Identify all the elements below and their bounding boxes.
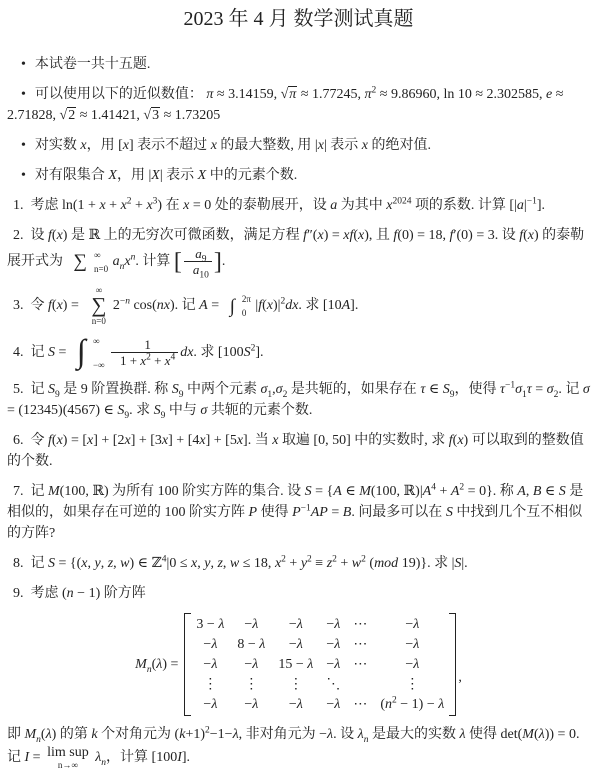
question-6 bbox=[7, 430, 590, 472]
question-2 bbox=[7, 225, 590, 281]
note-text: 本试卷一共十五题. bbox=[34, 57, 151, 72]
question-number: 5. bbox=[13, 382, 24, 397]
question-text: 令 f(x) = ∞ ∑ n=0 $2^{-n}$ cos(nx). 记 A = ∫ 2π 0 $|f(x)|^2dx$. 求 [10A]. bbox=[30, 285, 359, 326]
note-text: 对有限集合 X，用 |X| 表示 X 中的元素个数. bbox=[34, 168, 298, 183]
question-4 bbox=[7, 335, 590, 370]
question-text: 记 $S_9$ 是 9 阶置换群. 称 $S_9$ 中两个元素 $\sigma_1,\sigma_2$ 是共轭的，如果存在 τ ∈ $S_9$，使得 $\tau^{-1}\sigma_1\tau = \sigma_2$. 记 σ = (12345)(4567) ∈ $S_9$. 求 $S_9$ 中与 σ 共轭的元素个数. bbox=[7, 380, 590, 421]
question-9-closing bbox=[7, 724, 590, 770]
question-text: 记 S = ∫ ∞ −∞ $\frac{1}{1 + x^2 + x^4}$ dx. 求 $[100S^2]$. bbox=[30, 334, 264, 370]
question-number: 9. bbox=[13, 586, 24, 601]
question-text: 令 f(x) = [x] + [2x] + [3x] + [4x] + [5x]. 当 x 取遍 [0, 50] 中的实数时, 求 f(x) 可以取到的整数值的个数. bbox=[7, 433, 584, 469]
matrix-lhs: $M_n(\lambda)$ = bbox=[135, 657, 179, 675]
question-text: 设 f(x) 是 ℝ 上的无穷次可微函数，满足方程 f″(x) = xf(x), 且 f(0) = 18, f′(0) = 3. 设 f(x) 的泰勒展开式为 ∑ ∞ n=0 $a_nx^n$. 计算 [ $\frac{a_9}{a_{10}}$ ]. bbox=[7, 228, 585, 281]
bullet-icon: • bbox=[21, 138, 26, 153]
note-item-floor-abs bbox=[7, 135, 590, 156]
bullet-icon: • bbox=[21, 168, 26, 183]
note-item-approximations bbox=[7, 84, 590, 126]
question-7 bbox=[7, 481, 590, 544]
question-3 bbox=[7, 286, 590, 326]
question-5 bbox=[7, 379, 590, 421]
question-number: 6. bbox=[13, 433, 24, 448]
note-item-count bbox=[7, 54, 590, 75]
question-text: 记 S = {(x, y, z, w) ∈ ℤ$^4$|0 ≤ x, y, z, w ≤ 18, $x^2 + y^2 \equiv z^2 + w^2$ (mod 19)}. 求 |S|. bbox=[30, 554, 468, 571]
question-text: 记 M(100, ℝ) 为所有 100 阶实方阵的集合. 设 S = {A ∈ M(100, $ℝ)|A^4 + A^2 = 0$}. 称 A, B ∈ S 是相似的，如果存在可逆的 100 阶实方阵 P 使得 $P^{-1}AP = B$. 问最多可以在 S 中找到几个互不相似的方阵? bbox=[7, 482, 584, 541]
bullet-icon: • bbox=[21, 57, 26, 72]
question-number: 2. bbox=[13, 228, 24, 243]
question-number: 3. bbox=[13, 298, 24, 314]
note-text: 可以使用以下的近似数值： π ≈ 3.14159, √π ≈ 1.77245, $\pi^2 \approx 9.86960$, ln 10 ≈ 2.302585, e ≈ 2.71828, √2 ≈ 1.41421, √3 ≈ 1.73205 bbox=[7, 85, 564, 123]
question-text: 考虑 (n − 1) 阶方阵 bbox=[30, 586, 146, 601]
question-number: 7. bbox=[13, 484, 24, 499]
matrix-right-bracket bbox=[449, 613, 456, 716]
note-text: 对实数 x，用 [x] 表示不超过 x 的最大整数, 用 |x| 表示 x 的绝对值. bbox=[34, 138, 431, 153]
closing-text: 即 $M_n(\lambda)$ 的第 k 个对角元为 $(k+1)^2-1-\lambda$, 非对角元为 −λ. 设 $\lambda_n$ 是最大的实数 λ 使得 det(M(λ)) = 0. 记 I = lim sup n→∞ $\lambda_n$，计算 [100I]. bbox=[7, 725, 580, 770]
question-text: 考虑 $\ln(1 + x + x^2 + x^3)$ 在 x = 0 处的泰勒展开，设 a 为其中 $x^{2024}$ 项的系数. 计算 $[|a|^{-1}]$. bbox=[30, 196, 545, 213]
note-item-cardinality bbox=[7, 165, 590, 186]
question-number: 4. bbox=[13, 344, 24, 360]
question-number: 8. bbox=[13, 556, 24, 571]
question-9 bbox=[7, 583, 590, 604]
matrix-trailing-comma: , bbox=[458, 670, 462, 685]
matrix-equation bbox=[7, 613, 590, 716]
bullet-icon: • bbox=[21, 87, 26, 102]
page-title: 2023 年 4 月 数学测试真题 bbox=[183, 8, 414, 30]
question-1 bbox=[7, 195, 590, 216]
question-8 bbox=[7, 553, 590, 574]
question-number: 1. bbox=[13, 198, 24, 213]
matrix-grid: 3 − λ −λ −λ −λ ⋯ −λ −λ 8 − λ −λ −λ ⋯ −λ −λ −λ 15 − λ −λ ⋯ −λ ⋮ ⋮ ⋮ ⋱ ⋮ −λ −λ −λ −λ ⋯ $(n^2 - 1) - \lambda$ bbox=[196, 617, 445, 712]
matrix-left-bracket bbox=[184, 613, 191, 716]
